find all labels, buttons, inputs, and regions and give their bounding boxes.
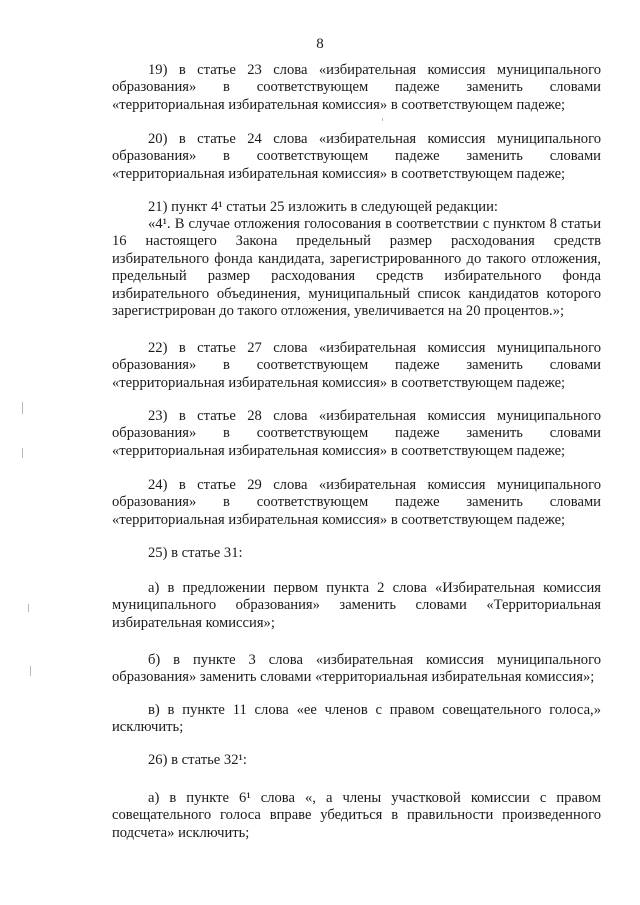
paragraph-text: 26) в статье 32¹: [148,752,247,768]
scan-speck [22,402,23,414]
paragraph-text: в) в пункте 11 слова «ее членов с правом совещательного голоса,» исключить; [112,702,601,736]
paragraph-text: 23) в статье 28 слова «избирательная комиссия муниципального образования» в соответствующем падеже заменить словами «территориальная избирательная комиссия» в соответствующем падеже; [112,408,601,459]
paragraph-text: а) в пункте 6¹ слова «, а члены участковой комиссии с правом совещательного голоса вправе убедиться в правильности произведенного подсчета» исключить; [112,790,601,841]
scan-speck [382,118,383,121]
scan-speck [30,666,31,676]
paragraph-item-20 [112,131,601,183]
subitem-25-b [112,652,601,687]
paragraph-text: 21) пункт 4¹ статьи 25 изложить в следующей редакции: [148,199,498,215]
paragraph-text: а) в предложении первом пункта 2 слова «Избирательная комиссия муниципального образования» заменить словами «Территориальная избирательная комиссия»; [112,580,601,631]
paragraph-item-22 [112,340,601,392]
paragraph-text: 22) в статье 27 слова «избирательная комиссия муниципального образования» в соответствующем падеже заменить словами «территориальная избирательная комиссия» в соответствующем падеже; [112,340,601,391]
paragraph-item-19 [112,62,601,114]
scan-speck [22,448,23,458]
paragraph-text: 25) в статье 31: [148,545,243,561]
paragraph-text: 19) в статье 23 слова «избирательная комиссия муниципального образования» в соответствующем падеже заменить словами «территориальная избирательная комиссия» в соответствующем падеже; [112,62,601,113]
subitem-25-a [112,580,601,632]
paragraph-item-26 [112,752,601,769]
paragraph-item-21 [112,199,601,216]
paragraph-item-24 [112,477,601,529]
paragraph-text: «4¹. В случае отложения голосования в соответствии с пунктом 8 статьи 16 настоящего Закона предельный размер расходования средств избирательного фонда кандидата, зарегистрированного до такого отложения, предельный размер расходования средств избирательного фонда избирательного объединения, муниципальный список кандидатов которого зарегистрирован до такого отложения, увеличивается на 20 процентов.»; [112,216,601,320]
page-number: 8 [316,36,324,52]
subitem-25-c [112,702,601,737]
paragraph-item-25 [112,545,601,562]
paragraph-text: 20) в статье 24 слова «избирательная комиссия муниципального образования» в соответствующем падеже заменить словами «территориальная избирательная комиссия» в соответствующем падеже; [112,131,601,182]
paragraph-text: 24) в статье 29 слова «избирательная комиссия муниципального образования» в соответствующем падеже заменить словами «территориальная избирательная комиссия» в соответствующем падеже; [112,477,601,528]
paragraph-item-23 [112,408,601,460]
subitem-26-a [112,790,601,842]
scan-speck [28,604,29,612]
paragraph-text: б) в пункте 3 слова «избирательная комиссия муниципального образования» заменить словами «территориальная избирательная комиссия»; [112,652,601,686]
quoted-amendment-text [112,216,601,320]
